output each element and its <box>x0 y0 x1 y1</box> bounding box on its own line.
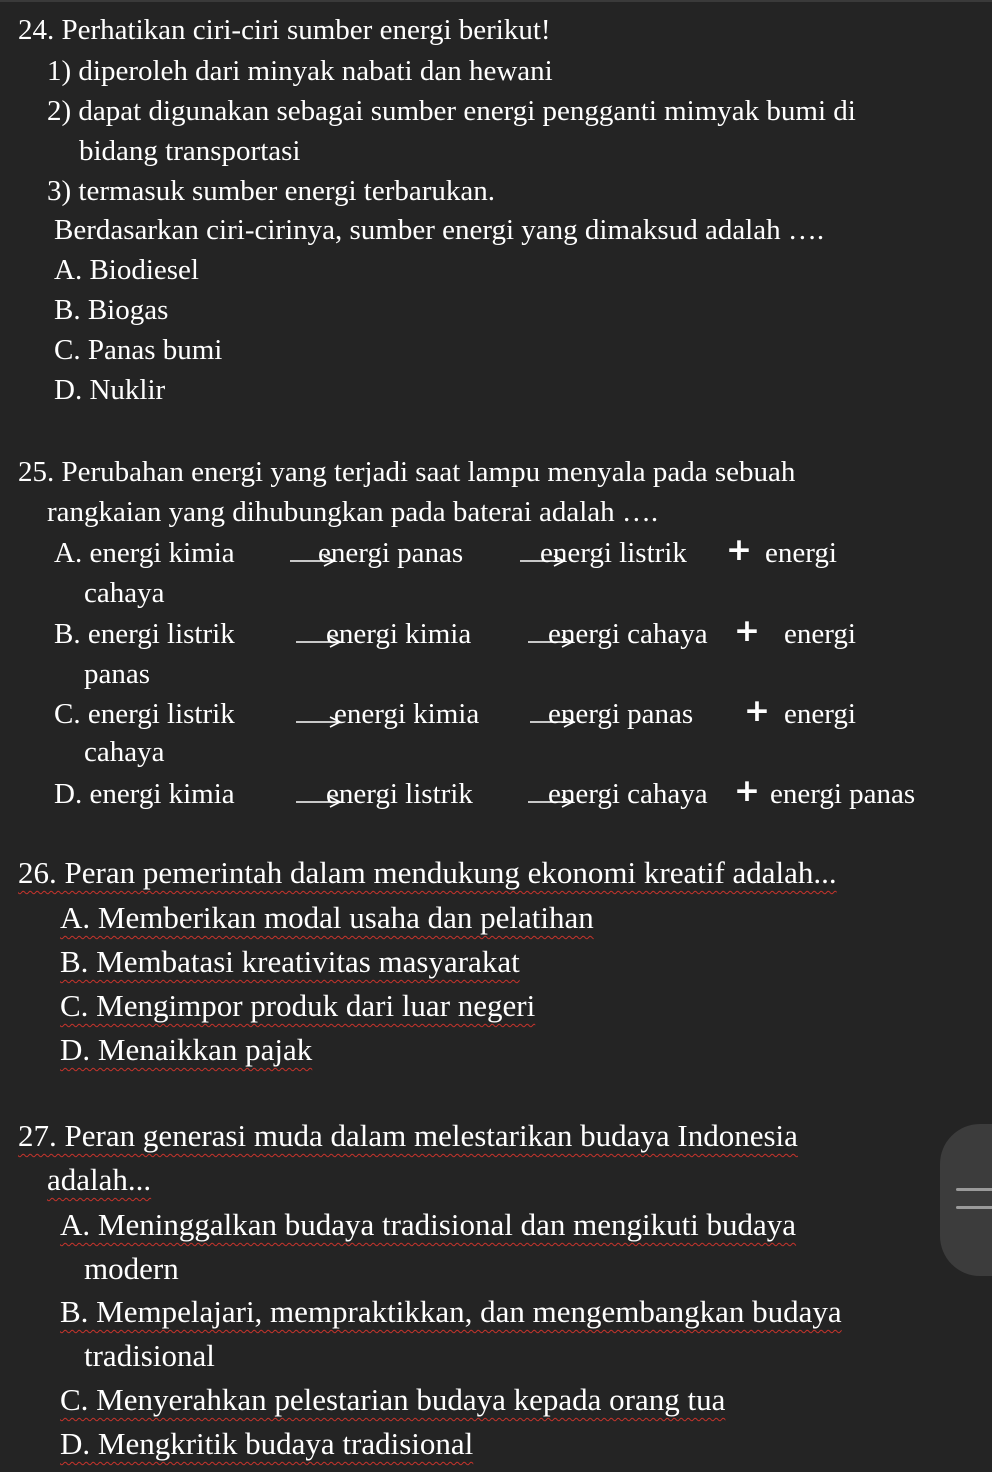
q25-b-source: B. energi listrik <box>54 618 235 650</box>
q24-option-a[interactable]: A. Biodiesel <box>54 254 199 286</box>
q25-a-step4: energi <box>765 537 837 569</box>
q25-b-cont: panas <box>84 658 151 690</box>
q24-title: 24. Perhatikan ciri-ciri sumber energi berikut! <box>18 14 551 46</box>
q25-c-step4: energi <box>784 698 856 730</box>
q25-c-step3: energi panas <box>548 698 694 730</box>
q25-d-step3: energi cahaya <box>548 778 708 810</box>
side-panel-handle[interactable] <box>940 1124 992 1276</box>
q24-statement-3: 3) termasuk sumber energi terbarukan. <box>47 175 495 207</box>
q24-option-d[interactable]: D. Nuklir <box>54 374 166 406</box>
plus-icon: + <box>734 613 760 649</box>
plus-icon: + <box>734 773 760 809</box>
q27-title: 27. Peran generasi muda dalam melestarikan budaya Indonesia <box>18 1118 798 1153</box>
q25-c-source: C. energi listrik <box>54 698 235 730</box>
q25-d-step2: energi listrik <box>326 778 473 810</box>
q25-a-cont: cahaya <box>84 577 165 609</box>
q27-option-a[interactable]: A. Meninggalkan budaya tradisional dan mengikuti budaya <box>60 1207 797 1242</box>
q25-b-step3: energi cahaya <box>548 618 708 650</box>
q25-c-cont: cahaya <box>84 736 165 768</box>
q26-option-b[interactable]: B. Membatasi kreativitas masyarakat <box>60 944 520 979</box>
q24-statement-2-cont: bidang transportasi <box>79 135 301 167</box>
q27-option-c[interactable]: C. Menyerahkan pelestarian budaya kepada orang tua <box>60 1382 726 1417</box>
plus-icon: + <box>726 532 752 568</box>
q25-b-step2: energi kimia <box>326 618 472 650</box>
q24-statement-1: 1) diperoleh dari minyak nabati dan hewani <box>47 55 553 87</box>
q25-b-step4: energi <box>784 618 856 650</box>
q27-title-cont: adalah... <box>47 1162 152 1197</box>
q26-option-d[interactable]: D. Menaikkan pajak <box>60 1032 313 1067</box>
top-border <box>0 0 992 2</box>
q25-title: 25. Perubahan energi yang terjadi saat lampu menyala pada sebuah <box>18 456 796 488</box>
q25-a-step3: energi listrik <box>540 537 687 569</box>
q25-d-source: D. energi kimia <box>54 778 235 810</box>
q24-option-b[interactable]: B. Biogas <box>54 294 169 326</box>
q26-option-c[interactable]: C. Mengimpor produk dari luar negeri <box>60 988 536 1023</box>
q27-option-d[interactable]: D. Mengkritik budaya tradisional <box>60 1426 474 1461</box>
q25-a-step2: energi panas <box>318 537 464 569</box>
q27-option-b-cont: tradisional <box>84 1338 215 1373</box>
plus-icon: + <box>744 693 770 729</box>
handle-grip-icon <box>956 1188 992 1191</box>
q24-prompt: Berdasarkan ciri-cirinya, sumber energi yang dimaksud adalah …. <box>54 214 825 246</box>
q24-statement-2: 2) dapat digunakan sebagai sumber energi pengganti mimyak bumi di <box>47 95 856 127</box>
q25-a-source: A. energi kimia <box>54 537 235 569</box>
q25-d-step4: energi panas <box>770 778 916 810</box>
q25-c-step2: energi kimia <box>334 698 480 730</box>
q27-option-a-cont: modern <box>84 1251 179 1286</box>
q25-title-cont: rangkaian yang dihubungkan pada baterai adalah …. <box>47 496 659 528</box>
q27-option-b[interactable]: B. Mempelajari, mempraktikkan, dan mengembangkan budaya <box>60 1294 842 1329</box>
q26-title: 26. Peran pemerintah dalam mendukung ekonomi kreatif adalah... <box>18 855 837 890</box>
handle-grip-icon <box>956 1206 992 1209</box>
q24-option-c[interactable]: C. Panas bumi <box>54 334 223 366</box>
q26-option-a[interactable]: A. Memberikan modal usaha dan pelatihan <box>60 900 594 935</box>
